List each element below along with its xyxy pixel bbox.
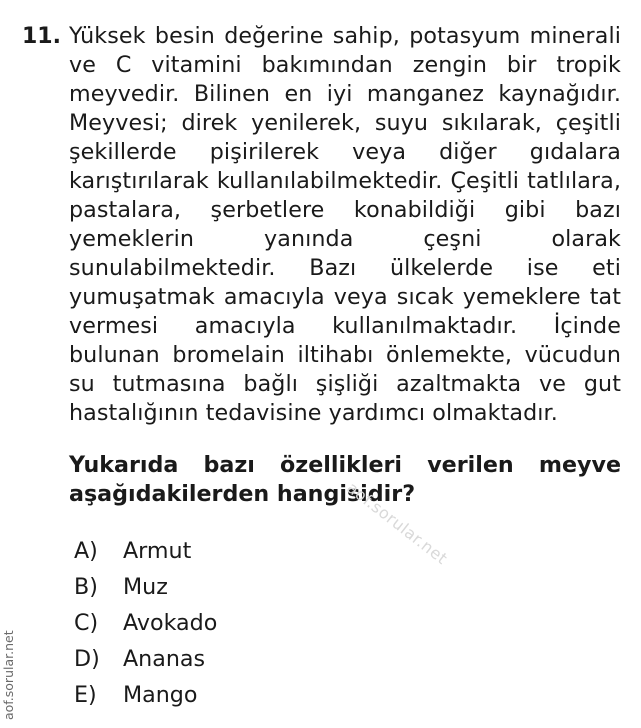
option-text: Avokado xyxy=(123,610,218,636)
question-prompt: Yukarıda bazı özellikleri verilen meyve aşağıdakilerden hangisidir? xyxy=(69,452,621,507)
option-d[interactable] xyxy=(74,641,474,677)
option-letter: D) xyxy=(74,646,100,672)
option-text: Ananas xyxy=(123,646,206,672)
answer-options xyxy=(74,533,474,713)
option-e[interactable] xyxy=(74,677,474,713)
option-c[interactable] xyxy=(74,605,474,641)
option-text: Mango xyxy=(123,682,198,708)
option-letter: E) xyxy=(74,682,97,708)
option-letter: C) xyxy=(74,610,99,636)
option-b[interactable] xyxy=(74,569,474,605)
question-text: Yüksek besin değerine sahip, potasyum minerali ve C vitamini bakımından zengin bir tropik meyvedir. Bilinen en iyi manganez kaynağıdır. Meyvesi; direk yenilerek, suyu sıkılarak, çeşitli şekillerde pişirilerek veya diğer gıdalara karıştırılarak kullanılabilmektedir. Çeşitli tatlılara, pastalara, şerbetlere konabildiği gibi bazı yemeklerin yanında çeşni olarak sunulabilmektedir. Bazı ülkelerde ise eti yumuşatmak amacıyla veya sıcak yemeklere tat vermesi amacıyla kullanılmaktadır. İçinde bulunan bromelain iltihabı önlemekte, vücudun su tutmasına bağlı şişliği azaltmakta ve gut hastalığının tedavisine yardımcı olmaktadır. xyxy=(69,23,621,426)
option-text: Armut xyxy=(123,538,192,564)
option-letter: A) xyxy=(74,538,98,564)
side-watermark: aof.sorular.net xyxy=(1,630,16,720)
option-letter: B) xyxy=(74,574,98,600)
option-text: Muz xyxy=(123,574,168,600)
question-number: 11. xyxy=(22,24,61,49)
diagonal-watermark: aof.sorular.net xyxy=(343,478,452,569)
